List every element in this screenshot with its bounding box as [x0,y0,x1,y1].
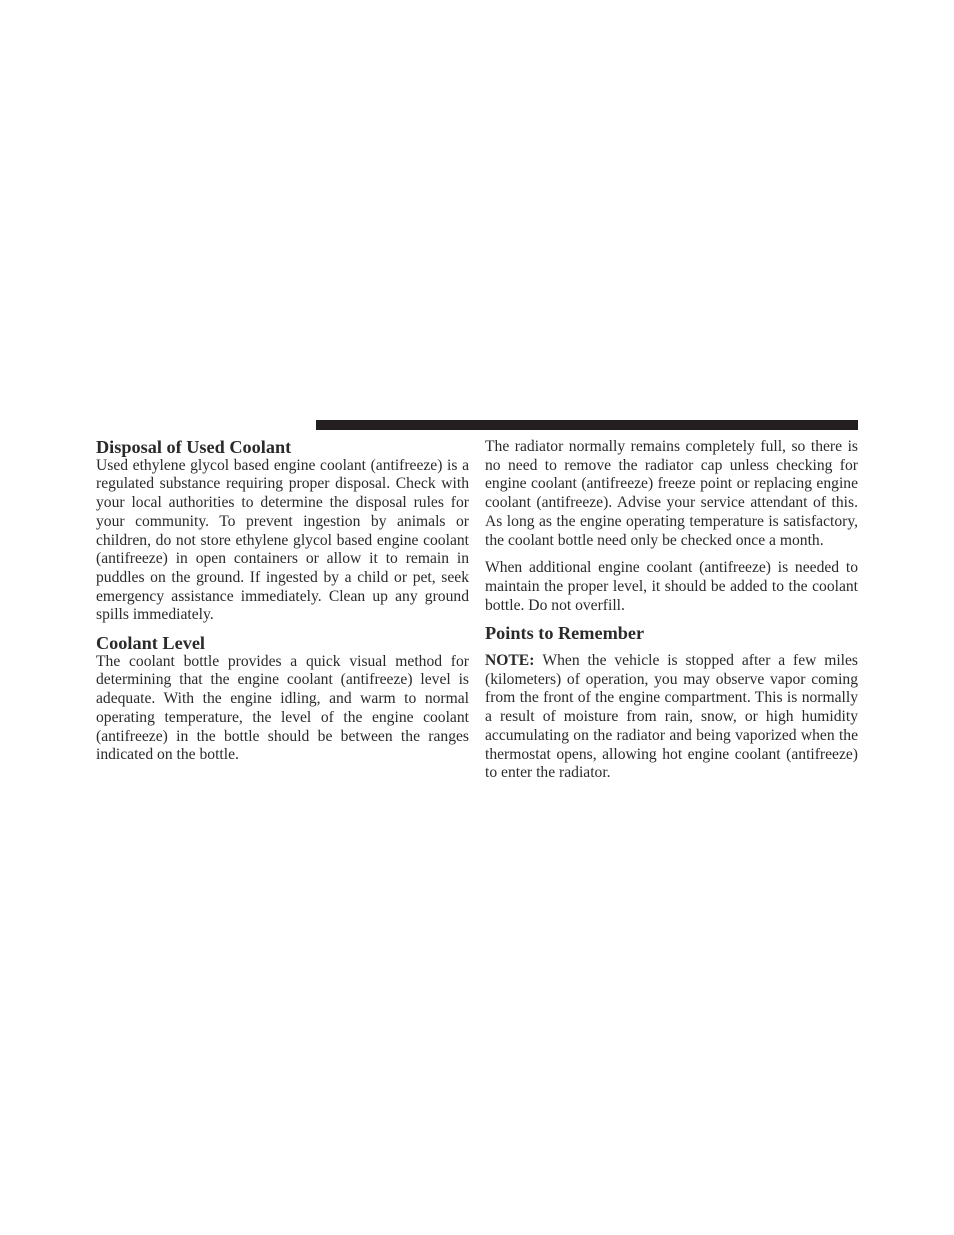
note-paragraph [485,652,858,783]
disposal-heading: Disposal of Used Coolant [96,437,292,457]
note-text: When the vehicle is stopped after a few miles (kilometers) of operation, you may observe vapor coming from the front of the engine compartment. This is normally a result of moisture from rain, snow, or high humidity accumulating on the radiator and being vaporized when the thermostat opens, allowing hot engine coolant (antifreeze) to enter the radiator. [485,652,858,782]
note-label: NOTE: [485,652,535,670]
section-header-rule [316,420,858,430]
radiator-paragraph: The radiator normally remains completely full, so there is no need to remove the radiator cap unless checking for engine coolant (antifreeze) freeze point or replacing engine coolant (antifreeze). Advise your service attendant of this. As long as the engine operating temperature is satisfactory, the coolant bottle need only be checked once a month. [485,438,858,549]
left-column [96,438,469,765]
disposal-paragraph: Used ethylene glycol based engine coolant (antifreeze) is a regulated substance requiring proper disposal. Check with your local authorities to determine the disposal rules for your community. To prevent ingestion by animals or children, do not store ethylene glycol based engine coolant (antifreeze) in open containers or allow it to remain in puddles on the ground. If ingested by a child or pet, seek emergency assistance immediately. Clean up any ground spills immediately. [96,456,469,624]
coolant-level-paragraph: The coolant bottle provides a quick visual method for determining that the engine coolant (antifreeze) level is adequate. With the engine idling, and warm to normal operating temperature, the level of the engine coolant (antifreeze) in the bottle should be between the ranges indicated on the bottle. [96,652,469,764]
points-to-remember-heading: Points to Remember [485,623,645,644]
additional-coolant-paragraph: When additional engine coolant (antifreeze) is needed to maintain the proper level, it should be added to the coolant bottle. Do not overfill. [485,559,858,614]
coolant-level-heading: Coolant Level [96,633,205,654]
right-column [485,438,858,783]
